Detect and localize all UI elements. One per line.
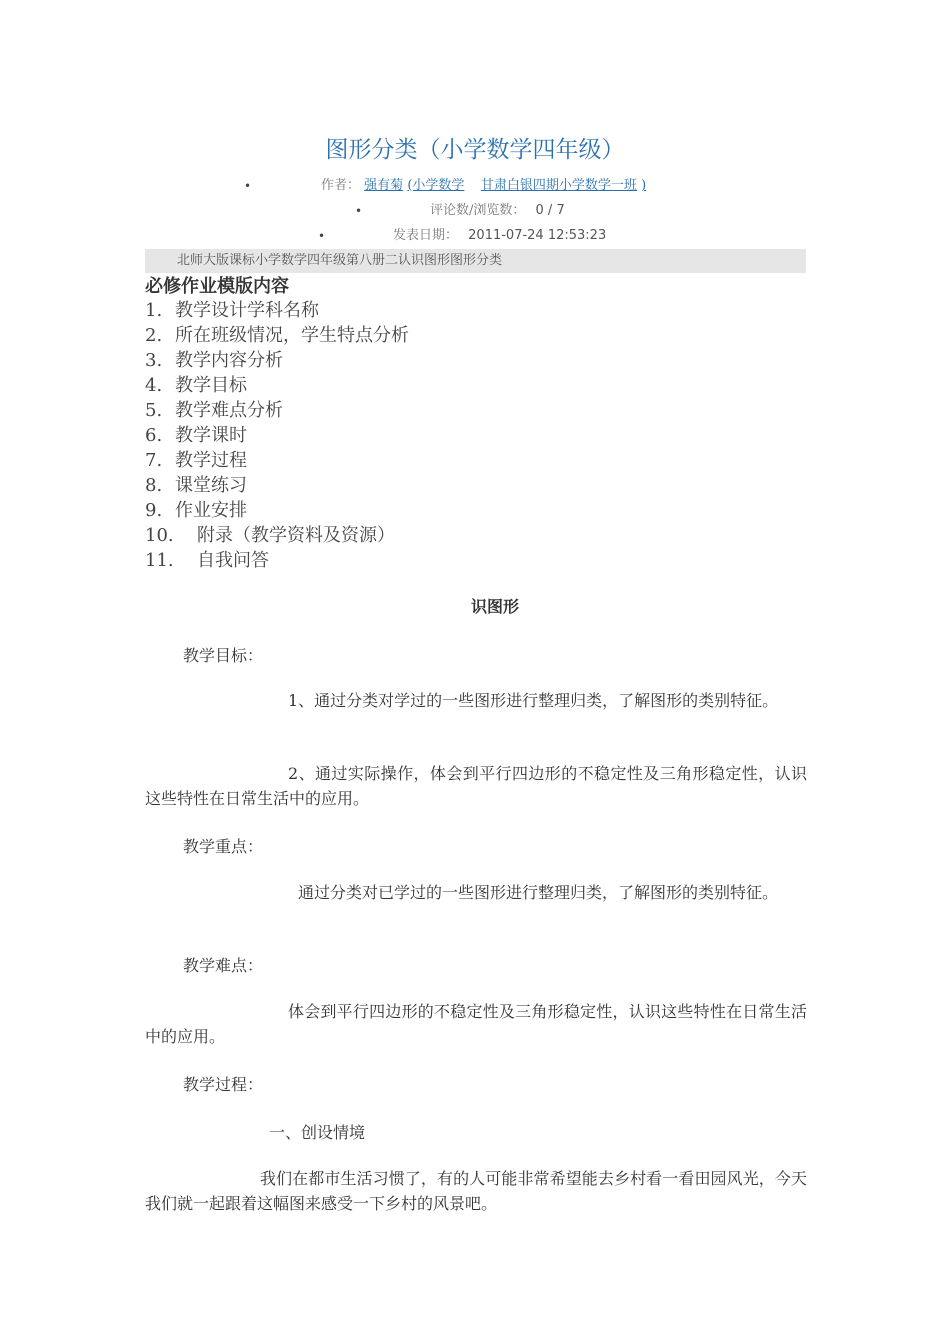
goal-1-text: 1、通过分类对学过的一些图形进行整理归类，了解图形的类别特征。 <box>288 691 779 710</box>
step-1-text: 我们在都市生活习惯了，有的人可能非常希望能去乡村看一看田园风光，今天我们就一起跟着这幅图来感受一下乡村的风景吧。 <box>145 1169 807 1213</box>
comments-label: 评论数/浏览数： <box>430 203 526 218</box>
key-label: 教学重点： <box>183 837 264 856</box>
date-label: 发表日期： <box>393 228 459 243</box>
difficulty-label: 教学难点： <box>183 956 264 975</box>
list-item: 7. 教学过程 <box>145 450 247 471</box>
bullet-comments: • <box>355 204 363 218</box>
list-item: 6. 教学课时 <box>145 425 247 446</box>
list-item: 5. 教学难点分析 <box>145 400 283 421</box>
goal-2-text: 2、通过实际操作，体会到平行四边形的不稳定性及三角形稳定性，认识这些特性在日常生活中的应用。 <box>145 764 807 808</box>
author-line <box>321 177 646 195</box>
template-list <box>145 298 409 573</box>
comments-line <box>430 202 565 220</box>
bullet-date: • <box>318 229 326 243</box>
author-name-link[interactable]: 强有菊 <box>364 178 404 193</box>
category-text: 北师大版课标小学数学四年级第八册二认识图形图形分类 <box>177 253 503 268</box>
template-heading: 必修作业模版内容 <box>145 276 289 297</box>
list-item: 10. 附录（教学资料及资源） <box>145 525 395 546</box>
process-label: 教学过程： <box>183 1075 264 1094</box>
category-bar <box>145 249 806 273</box>
goals-label: 教学目标： <box>183 646 264 665</box>
author-label: 作者： <box>321 178 361 193</box>
key-text: 通过分类对已学过的一些图形进行整理归类，了解图形的类别特征。 <box>298 883 779 902</box>
difficulty-text: 体会到平行四边形的不稳定性及三角形稳定性，认识这些特性在日常生活中的应用。 <box>145 1002 807 1046</box>
list-item: 11. 自我问答 <box>145 550 269 571</box>
article-title: 图形分类（小学数学四年级） <box>325 137 625 163</box>
step-1-title: 一、创设情境 <box>269 1123 366 1142</box>
bullet-author: • <box>244 179 252 193</box>
list-item: 1. 教学设计学科名称 <box>145 300 319 321</box>
author-org-link-3[interactable]: ) <box>641 178 647 193</box>
list-item: 4. 教学目标 <box>145 375 247 396</box>
author-org-link-1[interactable]: (小学数学 <box>407 178 465 193</box>
list-item: 9. 作业安排 <box>145 500 247 521</box>
list-item: 8. 课堂练习 <box>145 475 247 496</box>
comments-value: 0 / 7 <box>535 203 565 218</box>
date-value: 2011-07-24 12:53:23 <box>468 228 607 243</box>
lesson-section-title: 识图形 <box>470 597 519 616</box>
list-item: 3. 教学内容分析 <box>145 350 283 371</box>
author-org-link-2[interactable]: 甘肃白银四期小学数学一班 <box>480 178 637 193</box>
list-item: 2. 所在班级情况，学生特点分析 <box>145 325 409 346</box>
date-line <box>393 227 606 245</box>
